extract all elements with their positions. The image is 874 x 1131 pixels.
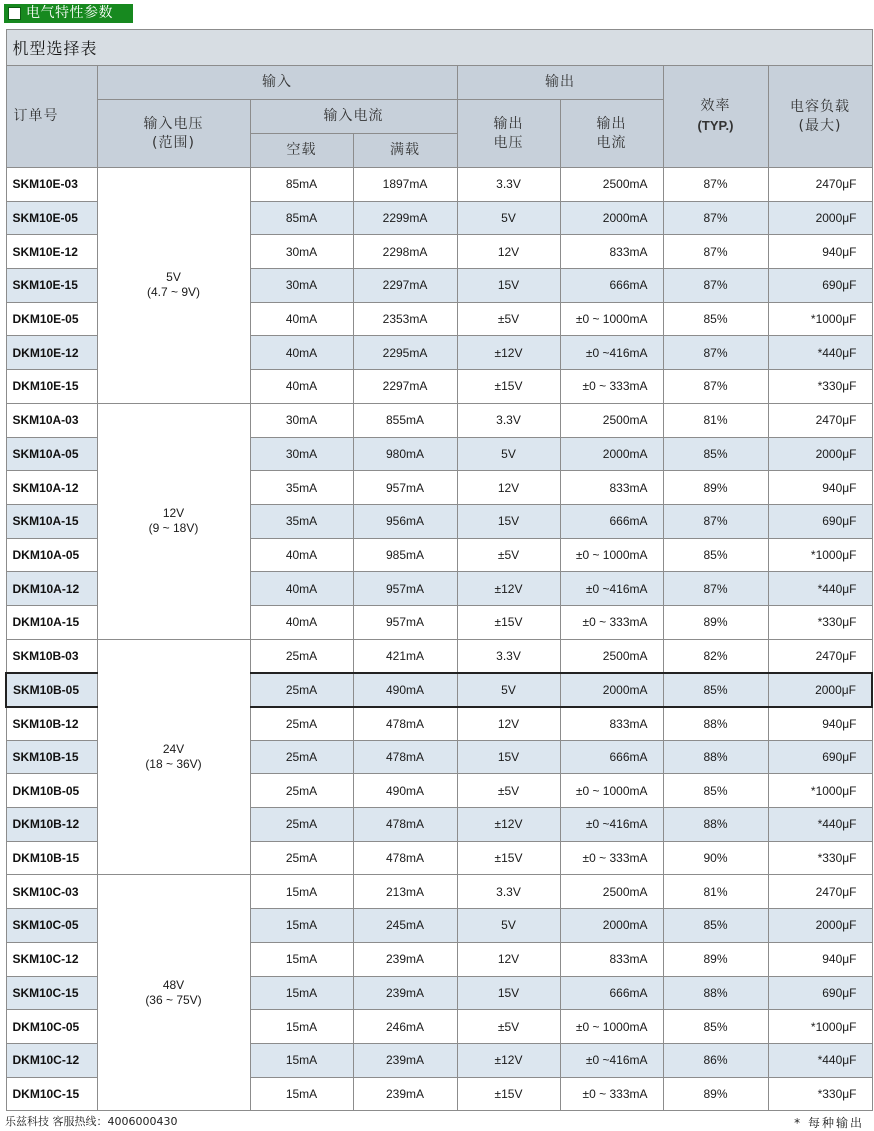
capacitive-load-cell: 690μF bbox=[768, 976, 872, 1010]
efficiency-header bbox=[663, 66, 768, 168]
model-cell: DKM10A-15 bbox=[6, 605, 97, 639]
model-cell: SKM10A-03 bbox=[6, 403, 97, 437]
no-load-current-cell: 35mA bbox=[250, 504, 353, 538]
full-load-current-cell: 239mA bbox=[353, 1077, 457, 1111]
efficiency-label: 效率 bbox=[700, 98, 731, 114]
model-cell: SKM10A-15 bbox=[6, 504, 97, 538]
efficiency-cell: 88% bbox=[663, 740, 768, 774]
output-current-label-1: 输出 bbox=[596, 115, 627, 132]
output-current-cell: 2000mA bbox=[560, 909, 663, 943]
efficiency-cell: 87% bbox=[663, 336, 768, 370]
input-voltage-cell bbox=[97, 168, 250, 404]
full-load-current-cell: 2297mA bbox=[353, 370, 457, 404]
output-current-cell: ±0 ~ 333mA bbox=[560, 841, 663, 875]
capacitive-load-cell: 2000μF bbox=[768, 909, 872, 943]
full-load-header: 满载 bbox=[353, 134, 457, 168]
footer-note: * 每种输出 bbox=[794, 1116, 864, 1130]
no-load-current-cell: 30mA bbox=[250, 437, 353, 471]
input-voltage-cell bbox=[97, 875, 250, 1111]
capacitive-load-cell: 2000μF bbox=[768, 437, 872, 471]
capacitive-load-cell: *1000μF bbox=[768, 774, 872, 808]
no-load-current-cell: 15mA bbox=[250, 909, 353, 943]
output-voltage-cell: 5V bbox=[457, 437, 560, 471]
full-load-current-cell: 957mA bbox=[353, 605, 457, 639]
no-load-current-cell: 30mA bbox=[250, 235, 353, 269]
no-load-current-cell: 40mA bbox=[250, 538, 353, 572]
input-voltage-value: 5V bbox=[166, 270, 181, 285]
full-load-current-cell: 956mA bbox=[353, 504, 457, 538]
output-current-cell: ±0 ~ 333mA bbox=[560, 605, 663, 639]
output-voltage-cell: ±5V bbox=[457, 302, 560, 336]
model-cell: DKM10E-12 bbox=[6, 336, 97, 370]
model-cell: DKM10E-15 bbox=[6, 370, 97, 404]
order-number-header: 订单号 bbox=[6, 66, 97, 168]
model-cell: SKM10B-03 bbox=[6, 639, 97, 673]
output-current-cell: ±0 ~ 1000mA bbox=[560, 538, 663, 572]
output-voltage-cell: 5V bbox=[457, 201, 560, 235]
efficiency-cell: 87% bbox=[663, 370, 768, 404]
efficiency-cell: 90% bbox=[663, 841, 768, 875]
output-voltage-cell: ±12V bbox=[457, 808, 560, 842]
model-cell: DKM10E-05 bbox=[6, 302, 97, 336]
full-load-current-cell: 1897mA bbox=[353, 168, 457, 202]
capacitive-load-cell: *330μF bbox=[768, 841, 872, 875]
no-load-current-cell: 15mA bbox=[250, 1043, 353, 1077]
capacitive-load-cell: 690μF bbox=[768, 269, 872, 303]
model-cell: SKM10E-15 bbox=[6, 269, 97, 303]
input-voltage-range: (18 ~ 36V) bbox=[145, 757, 202, 772]
efficiency-cell: 85% bbox=[663, 1010, 768, 1044]
no-load-current-cell: 40mA bbox=[250, 370, 353, 404]
model-cell: SKM10B-05 bbox=[6, 673, 97, 707]
output-current-cell: 2500mA bbox=[560, 875, 663, 909]
model-cell: DKM10C-12 bbox=[6, 1043, 97, 1077]
output-voltage-cell: ±12V bbox=[457, 572, 560, 606]
full-load-current-cell: 239mA bbox=[353, 1043, 457, 1077]
full-load-current-cell: 213mA bbox=[353, 875, 457, 909]
input-voltage-value: 12V bbox=[162, 506, 185, 521]
no-load-current-cell: 25mA bbox=[250, 808, 353, 842]
output-current-cell: 2000mA bbox=[560, 437, 663, 471]
efficiency-cell: 86% bbox=[663, 1043, 768, 1077]
output-current-cell: ±0 ~416mA bbox=[560, 1043, 663, 1077]
output-current-cell: 666mA bbox=[560, 504, 663, 538]
output-voltage-cell: 3.3V bbox=[457, 875, 560, 909]
input-voltage-range: (36 ~ 75V) bbox=[145, 992, 202, 1007]
output-voltage-cell: 15V bbox=[457, 976, 560, 1010]
square-bullet-icon bbox=[8, 7, 21, 20]
input-voltage-header bbox=[97, 100, 250, 168]
efficiency-cell: 88% bbox=[663, 976, 768, 1010]
capacitive-load-cell: *330μF bbox=[768, 1077, 872, 1111]
output-voltage-label-2: 电压 bbox=[493, 134, 524, 151]
output-current-cell: ±0 ~ 333mA bbox=[560, 370, 663, 404]
input-voltage-label: 输入电压 bbox=[143, 115, 204, 132]
capacitive-load-cell: 2470μF bbox=[768, 168, 872, 202]
output-voltage-cell: ±5V bbox=[457, 774, 560, 808]
no-load-current-cell: 40mA bbox=[250, 302, 353, 336]
section-title: 电气特性参数 bbox=[26, 5, 113, 21]
table-row bbox=[6, 875, 872, 909]
output-current-cell: 666mA bbox=[560, 740, 663, 774]
output-current-cell: ±0 ~416mA bbox=[560, 572, 663, 606]
full-load-current-cell: 245mA bbox=[353, 909, 457, 943]
model-cell: DKM10C-05 bbox=[6, 1010, 97, 1044]
output-voltage-cell: ±15V bbox=[457, 605, 560, 639]
capacitive-load-cell: 940μF bbox=[768, 471, 872, 505]
model-cell: DKM10A-05 bbox=[6, 538, 97, 572]
model-cell: SKM10C-12 bbox=[6, 942, 97, 976]
capacitive-load-cell: *440μF bbox=[768, 572, 872, 606]
table-row bbox=[6, 168, 872, 202]
output-voltage-cell: ±15V bbox=[457, 841, 560, 875]
full-load-current-cell: 2353mA bbox=[353, 302, 457, 336]
efficiency-cell: 88% bbox=[663, 808, 768, 842]
table-row bbox=[6, 403, 872, 437]
model-cell: DKM10B-12 bbox=[6, 808, 97, 842]
capacitive-load-cell: 2470μF bbox=[768, 639, 872, 673]
output-voltage-cell: 12V bbox=[457, 471, 560, 505]
efficiency-cell: 89% bbox=[663, 605, 768, 639]
full-load-current-cell: 239mA bbox=[353, 942, 457, 976]
output-voltage-cell: 3.3V bbox=[457, 403, 560, 437]
output-current-cell: ±0 ~ 1000mA bbox=[560, 1010, 663, 1044]
input-voltage-value: 48V bbox=[162, 977, 185, 992]
output-header: 输出 bbox=[457, 66, 663, 100]
model-cell: SKM10C-03 bbox=[6, 875, 97, 909]
capacitive-load-cell: 2470μF bbox=[768, 403, 872, 437]
model-cell: SKM10B-15 bbox=[6, 740, 97, 774]
full-load-current-cell: 490mA bbox=[353, 673, 457, 707]
output-voltage-cell: 3.3V bbox=[457, 639, 560, 673]
efficiency-cell: 87% bbox=[663, 572, 768, 606]
no-load-header: 空载 bbox=[250, 134, 353, 168]
capacitive-load-cell: *1000μF bbox=[768, 1010, 872, 1044]
no-load-current-cell: 15mA bbox=[250, 1010, 353, 1044]
output-current-cell: 833mA bbox=[560, 942, 663, 976]
full-load-current-cell: 2298mA bbox=[353, 235, 457, 269]
input-header: 输入 bbox=[97, 66, 457, 100]
output-current-cell: 666mA bbox=[560, 269, 663, 303]
model-cell: SKM10A-05 bbox=[6, 437, 97, 471]
output-current-cell: 2500mA bbox=[560, 168, 663, 202]
no-load-current-cell: 35mA bbox=[250, 471, 353, 505]
efficiency-cell: 82% bbox=[663, 639, 768, 673]
input-voltage-cell bbox=[97, 639, 250, 875]
model-cell: SKM10C-05 bbox=[6, 909, 97, 943]
no-load-current-cell: 25mA bbox=[250, 740, 353, 774]
capacitive-load-cell: 940μF bbox=[768, 707, 872, 741]
full-load-current-cell: 490mA bbox=[353, 774, 457, 808]
output-voltage-cell: 12V bbox=[457, 942, 560, 976]
output-current-cell: 833mA bbox=[560, 707, 663, 741]
no-load-current-cell: 40mA bbox=[250, 572, 353, 606]
no-load-current-cell: 15mA bbox=[250, 942, 353, 976]
output-current-cell: 2000mA bbox=[560, 673, 663, 707]
output-voltage-cell: 15V bbox=[457, 504, 560, 538]
capacitive-load-cell: *440μF bbox=[768, 336, 872, 370]
full-load-current-cell: 239mA bbox=[353, 976, 457, 1010]
model-cell: SKM10E-05 bbox=[6, 201, 97, 235]
input-voltage-range-label: (范围) bbox=[152, 134, 195, 151]
output-current-label-2: 电流 bbox=[596, 134, 627, 151]
model-cell: DKM10B-15 bbox=[6, 841, 97, 875]
input-voltage-value: 24V bbox=[162, 742, 185, 757]
full-load-current-cell: 957mA bbox=[353, 471, 457, 505]
no-load-current-cell: 30mA bbox=[250, 403, 353, 437]
capacitive-load-cell: *440μF bbox=[768, 1043, 872, 1077]
efficiency-cell: 85% bbox=[663, 302, 768, 336]
output-current-cell: 833mA bbox=[560, 235, 663, 269]
output-current-cell: ±0 ~ 1000mA bbox=[560, 774, 663, 808]
no-load-current-cell: 85mA bbox=[250, 168, 353, 202]
no-load-current-cell: 15mA bbox=[250, 976, 353, 1010]
efficiency-cell: 87% bbox=[663, 201, 768, 235]
output-voltage-header bbox=[457, 100, 560, 168]
full-load-current-cell: 478mA bbox=[353, 808, 457, 842]
output-voltage-cell: ±5V bbox=[457, 1010, 560, 1044]
full-load-current-cell: 2295mA bbox=[353, 336, 457, 370]
output-voltage-cell: 3.3V bbox=[457, 168, 560, 202]
efficiency-cell: 81% bbox=[663, 875, 768, 909]
output-current-cell: ±0 ~ 1000mA bbox=[560, 302, 663, 336]
capacitive-load-cell: 2470μF bbox=[768, 875, 872, 909]
capacitive-load-label: 电容负载 bbox=[790, 98, 850, 115]
output-voltage-cell: 5V bbox=[457, 673, 560, 707]
table-row bbox=[6, 639, 872, 673]
efficiency-cell: 85% bbox=[663, 437, 768, 471]
full-load-current-cell: 2297mA bbox=[353, 269, 457, 303]
full-load-current-cell: 985mA bbox=[353, 538, 457, 572]
input-voltage-range: (4.7 ~ 9V) bbox=[146, 285, 201, 300]
capacitive-load-max-label: (最大) bbox=[798, 117, 842, 134]
output-voltage-cell: ±5V bbox=[457, 538, 560, 572]
efficiency-cell: 85% bbox=[663, 909, 768, 943]
efficiency-cell: 81% bbox=[663, 403, 768, 437]
no-load-current-cell: 25mA bbox=[250, 841, 353, 875]
full-load-current-cell: 2299mA bbox=[353, 201, 457, 235]
model-cell: SKM10E-12 bbox=[6, 235, 97, 269]
efficiency-cell: 87% bbox=[663, 269, 768, 303]
output-voltage-cell: ±15V bbox=[457, 370, 560, 404]
capacitive-load-cell: *1000μF bbox=[768, 538, 872, 572]
full-load-current-cell: 478mA bbox=[353, 707, 457, 741]
output-voltage-cell: 5V bbox=[457, 909, 560, 943]
capacitive-load-cell: 940μF bbox=[768, 235, 872, 269]
capacitive-load-cell: 940μF bbox=[768, 942, 872, 976]
model-cell: SKM10B-12 bbox=[6, 707, 97, 741]
efficiency-cell: 85% bbox=[663, 673, 768, 707]
efficiency-typ-label: (TYP.) bbox=[697, 118, 734, 133]
full-load-current-cell: 478mA bbox=[353, 841, 457, 875]
full-load-current-cell: 855mA bbox=[353, 403, 457, 437]
capacitive-load-cell: *330μF bbox=[768, 370, 872, 404]
output-voltage-cell: 15V bbox=[457, 269, 560, 303]
model-cell: SKM10A-12 bbox=[6, 471, 97, 505]
full-load-current-cell: 957mA bbox=[353, 572, 457, 606]
output-voltage-cell: ±12V bbox=[457, 336, 560, 370]
output-current-cell: ±0 ~416mA bbox=[560, 808, 663, 842]
output-current-cell: 2000mA bbox=[560, 201, 663, 235]
efficiency-cell: 87% bbox=[663, 504, 768, 538]
capacitive-load-cell: 690μF bbox=[768, 504, 872, 538]
output-current-cell: ±0 ~ 333mA bbox=[560, 1077, 663, 1111]
input-voltage-range: (9 ~ 18V) bbox=[148, 521, 199, 536]
efficiency-cell: 88% bbox=[663, 707, 768, 741]
efficiency-cell: 89% bbox=[663, 471, 768, 505]
efficiency-cell: 85% bbox=[663, 774, 768, 808]
output-current-cell: 666mA bbox=[560, 976, 663, 1010]
output-voltage-cell: ±12V bbox=[457, 1043, 560, 1077]
output-current-cell: 833mA bbox=[560, 471, 663, 505]
capacitive-load-cell: *1000μF bbox=[768, 302, 872, 336]
model-selection-table bbox=[5, 29, 873, 1111]
capacitive-load-cell: 2000μF bbox=[768, 673, 872, 707]
model-cell: DKM10B-05 bbox=[6, 774, 97, 808]
capacitive-load-cell: 690μF bbox=[768, 740, 872, 774]
table-title: 机型选择表 bbox=[6, 30, 872, 66]
no-load-current-cell: 25mA bbox=[250, 673, 353, 707]
output-current-cell: ±0 ~416mA bbox=[560, 336, 663, 370]
output-current-header bbox=[560, 100, 663, 168]
output-voltage-cell: 12V bbox=[457, 235, 560, 269]
capacitive-load-cell: 2000μF bbox=[768, 201, 872, 235]
efficiency-cell: 89% bbox=[663, 942, 768, 976]
efficiency-cell: 87% bbox=[663, 168, 768, 202]
no-load-current-cell: 25mA bbox=[250, 774, 353, 808]
input-current-header: 输入电流 bbox=[250, 100, 457, 134]
full-load-current-cell: 246mA bbox=[353, 1010, 457, 1044]
output-voltage-label-1: 输出 bbox=[493, 115, 524, 132]
footer-hotline: 乐兹科技 客服热线：4006000430 bbox=[5, 1115, 178, 1128]
full-load-current-cell: 421mA bbox=[353, 639, 457, 673]
no-load-current-cell: 40mA bbox=[250, 336, 353, 370]
efficiency-cell: 89% bbox=[663, 1077, 768, 1111]
model-cell: DKM10C-15 bbox=[6, 1077, 97, 1111]
model-cell: DKM10A-12 bbox=[6, 572, 97, 606]
model-cell: SKM10E-03 bbox=[6, 168, 97, 202]
no-load-current-cell: 30mA bbox=[250, 269, 353, 303]
output-voltage-cell: 15V bbox=[457, 740, 560, 774]
no-load-current-cell: 85mA bbox=[250, 201, 353, 235]
no-load-current-cell: 40mA bbox=[250, 605, 353, 639]
output-current-cell: 2500mA bbox=[560, 403, 663, 437]
input-voltage-cell bbox=[97, 403, 250, 639]
capacitive-load-cell: *440μF bbox=[768, 808, 872, 842]
output-voltage-cell: ±15V bbox=[457, 1077, 560, 1111]
output-voltage-cell: 12V bbox=[457, 707, 560, 741]
efficiency-cell: 87% bbox=[663, 235, 768, 269]
full-load-current-cell: 478mA bbox=[353, 740, 457, 774]
capacitive-load-cell: *330μF bbox=[768, 605, 872, 639]
capacitive-load-header bbox=[768, 66, 872, 168]
no-load-current-cell: 15mA bbox=[250, 875, 353, 909]
efficiency-cell: 85% bbox=[663, 538, 768, 572]
output-current-cell: 2500mA bbox=[560, 639, 663, 673]
no-load-current-cell: 25mA bbox=[250, 639, 353, 673]
section-header bbox=[4, 4, 133, 23]
model-cell: SKM10C-15 bbox=[6, 976, 97, 1010]
no-load-current-cell: 25mA bbox=[250, 707, 353, 741]
full-load-current-cell: 980mA bbox=[353, 437, 457, 471]
no-load-current-cell: 15mA bbox=[250, 1077, 353, 1111]
